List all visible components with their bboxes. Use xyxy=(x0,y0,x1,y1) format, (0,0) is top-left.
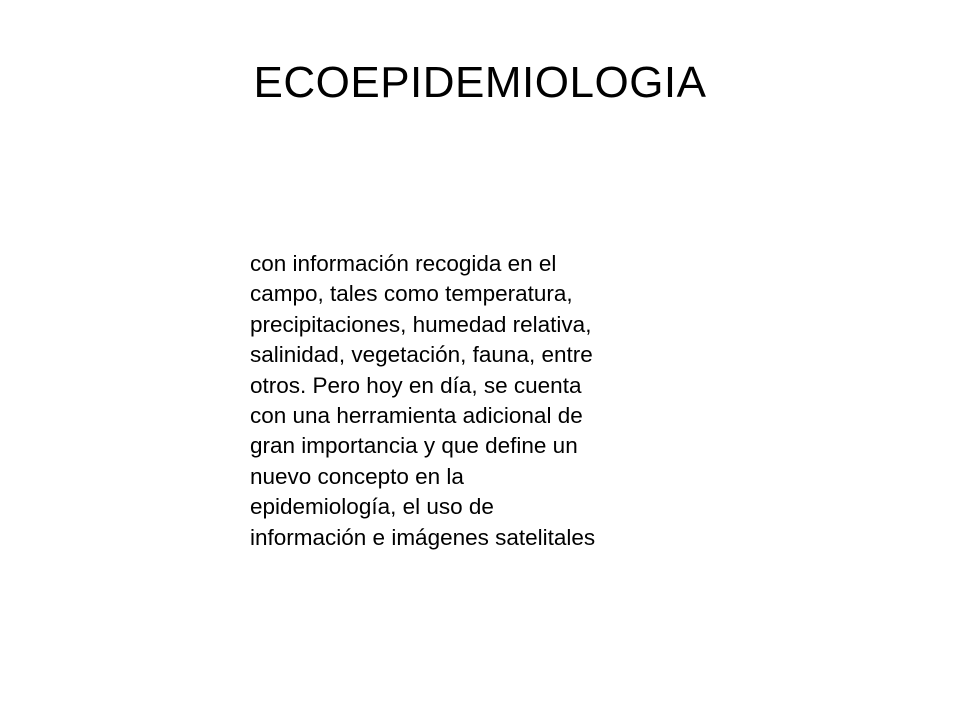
body-line: gran importancia y que define un xyxy=(250,433,578,459)
slide-title: ECOEPIDEMIOLOGIA xyxy=(253,58,707,107)
body-line: con una herramienta adicional de xyxy=(250,402,583,428)
body-line: salinidad, vegetación, fauna, entre xyxy=(250,342,593,368)
body-line: campo, tales como temperatura, xyxy=(250,281,573,307)
body-line: otros. Pero hoy en día, se cuenta xyxy=(250,372,582,398)
body-line: nuevo concepto en la xyxy=(250,463,464,489)
slide-body-text xyxy=(250,249,710,553)
body-line: información e imágenes satelitales xyxy=(250,524,596,550)
body-line: epidemiología, el uso de xyxy=(250,494,494,520)
body-line: con información recogida en el xyxy=(250,251,557,276)
body-line: precipitaciones, humedad relativa, xyxy=(250,311,592,337)
